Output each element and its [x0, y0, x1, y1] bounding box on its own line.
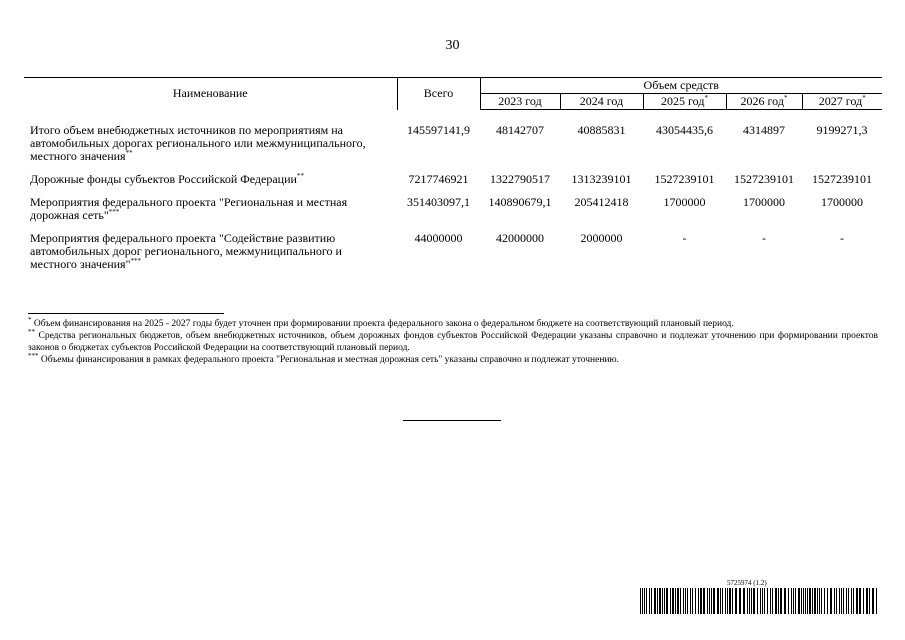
row-total: 351403097,1 — [407, 195, 470, 209]
row-name: Итого объем внебюджетных источников по мероприятиям на автомобильных дорогах регионального или межмуниципального, местного значения** — [30, 123, 366, 163]
row-value: 4314897 — [743, 123, 785, 137]
funding-table — [24, 77, 882, 271]
row-value: 205412418 — [574, 195, 629, 209]
row-value: 1527239101 — [812, 172, 872, 186]
row-value: 1700000 — [743, 195, 785, 209]
page-number: 30 — [445, 38, 460, 53]
barcode — [640, 588, 878, 614]
footnotes — [28, 315, 878, 366]
row-value: 140890679,1 — [488, 195, 552, 209]
table-row — [24, 232, 882, 271]
footnote: *** Объемы финансирования в рамках федерального проекта "Региональная и местная дорожная сеть" указаны справочно и подлежат уточнению. — [28, 351, 619, 365]
row-value: 42000000 — [496, 231, 544, 245]
header-year: 2026 год* — [726, 94, 802, 110]
row-value: 43054435,6 — [656, 123, 713, 137]
row-value: 1700000 — [821, 195, 863, 209]
header-year: 2024 год — [560, 94, 643, 110]
row-value: 40885831 — [577, 123, 626, 137]
row-value: - — [840, 231, 844, 245]
end-of-document-line — [403, 420, 501, 421]
header-year: 2023 год — [480, 94, 560, 110]
row-value: - — [762, 231, 766, 245]
row-value: 1700000 — [663, 195, 706, 209]
footnote: ** Средства региональных бюджетов, объем внебюджетных источников, объем дорожных фондов субъектов Российской Федерации указаны справочно и подлежат уточнению при формировании проектов законов о бюджетах субъектов Российской Федерации на соответствующий плановый период. — [28, 327, 878, 353]
row-value: 1313239101 — [571, 172, 632, 186]
header-year: 2025 год* — [643, 94, 726, 110]
row-value: 9199271,3 — [816, 123, 868, 137]
row-value: 1527239101 — [734, 172, 794, 186]
table-row — [24, 196, 882, 232]
table-row — [24, 124, 882, 173]
header-funding-volume: Объем средств — [480, 78, 882, 94]
row-name: Дорожные фонды субъектов Российской Федерации** — [30, 172, 304, 186]
row-total: 145597141,9 — [407, 123, 470, 137]
row-value: 1322790517 — [490, 172, 550, 186]
header-total: Всего — [397, 78, 480, 110]
row-value: 1527239101 — [654, 172, 715, 186]
row-total: 7217746921 — [408, 172, 469, 186]
row-total: 44000000 — [414, 231, 463, 245]
header-name: Наименование — [24, 78, 397, 110]
header-year: 2027 год* — [802, 94, 882, 110]
table-row — [24, 173, 882, 196]
row-name: Мероприятия федерального проекта "Содействие развитию автомобильных дорог регионального, межмуниципального и местного значения"*** — [30, 231, 342, 271]
row-name: Мероприятия федерального проекта "Региональная и местная дорожная сеть"*** — [30, 195, 348, 222]
row-value: - — [682, 231, 687, 245]
row-value: 48142707 — [496, 123, 544, 137]
footnote: * Объем финансирования на 2025 - 2027 годы будет уточнен при формировании проекта федерального закона о федеральном бюджете на соответствующий плановый период. — [28, 315, 734, 329]
row-value: 2000000 — [580, 231, 623, 245]
footnote-separator — [28, 313, 224, 314]
document-code: 5725974 (1.2) — [727, 579, 767, 587]
